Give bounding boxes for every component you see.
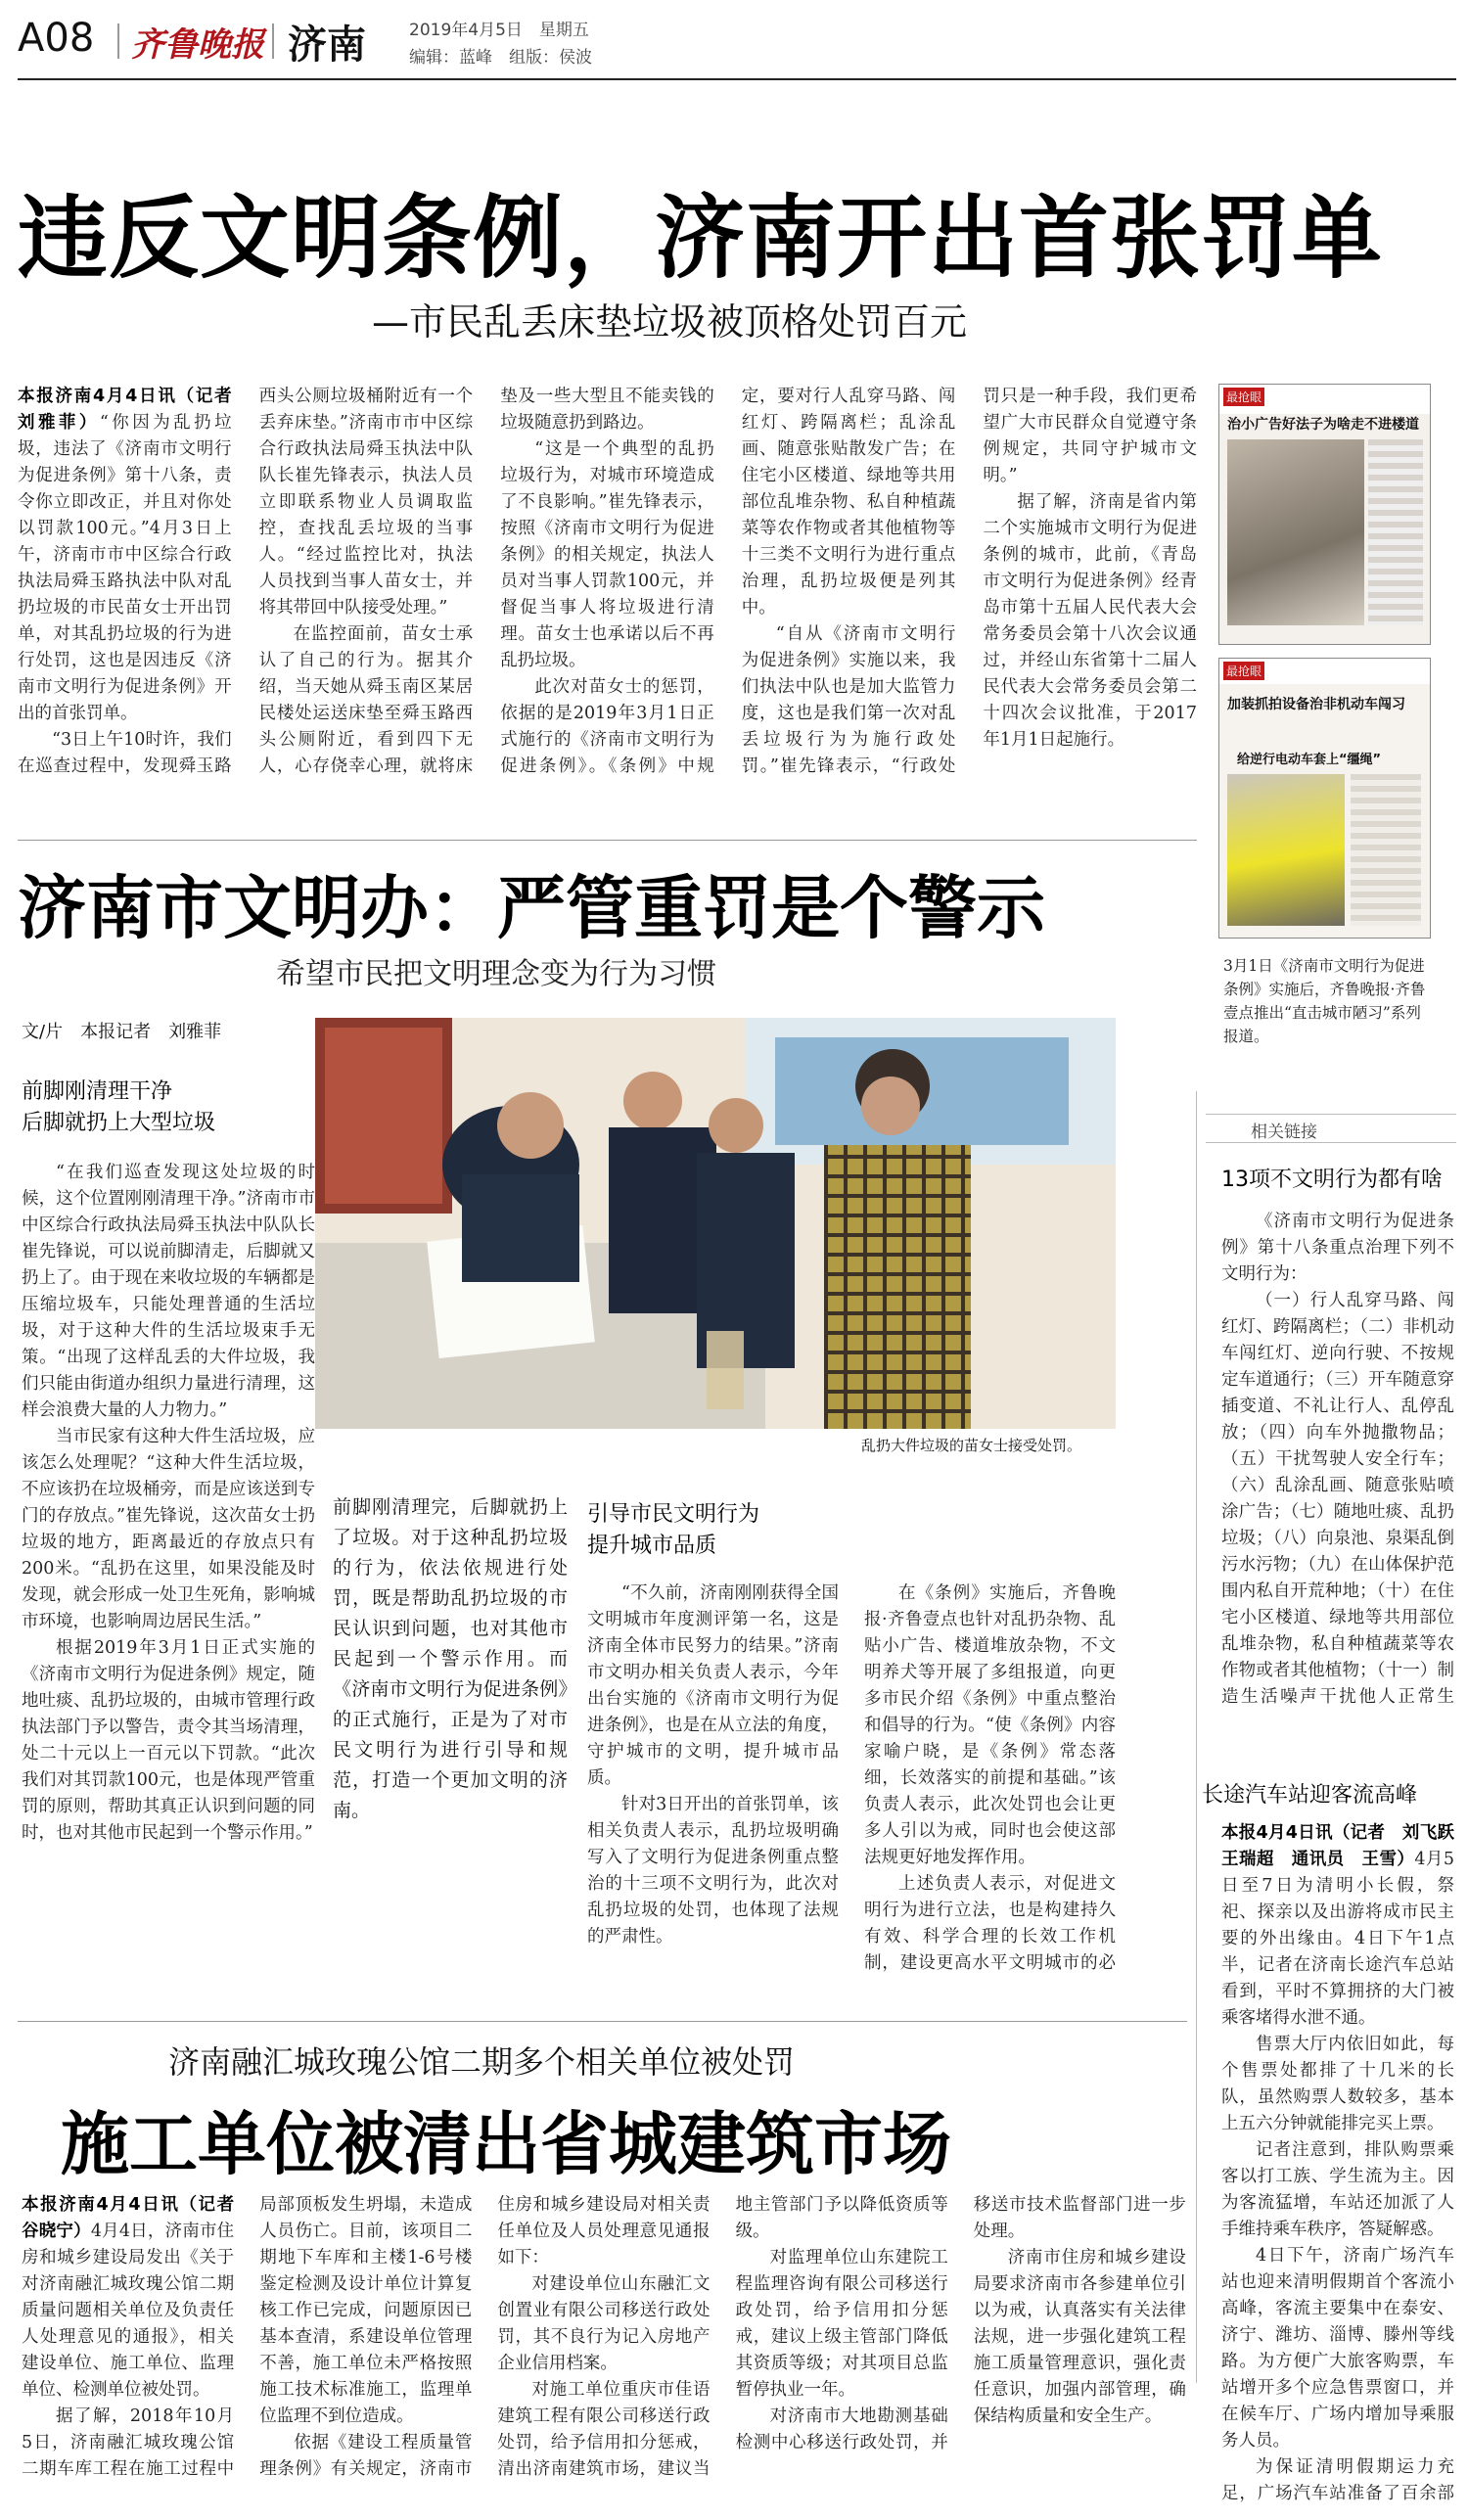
story3-body [22, 2192, 1186, 2515]
clip-image-1 [1218, 384, 1431, 645]
clip-photo [1227, 774, 1345, 926]
masthead [18, 12, 1456, 72]
story3-paragraph: 对施工单位重庆市佳语建筑工程有限公司移送行政处罚，给予信用扣分惩戒，清出济南建筑市场，建议当地主管部门予以降低资质等级。 [497, 2195, 948, 2479]
story1-paragraph: 据了解，济南是省内第二个实施城市文明行为促进条例的城市，此前，《青岛市文明行为促进条例》经青岛市第十五届人民代表大会常务委员会第十八次会议通过，并经山东省第十二届人民代表大会常务委员会第二十四次会议批准，于2017年1月1日起施行。 [983, 492, 1197, 750]
bus-headline: 长途汽车站迎客流高峰 [1202, 1783, 1418, 1808]
clip-tag: 最抢眼 [1223, 662, 1264, 680]
story3-lead: 本报济南4月4日讯（记者 谷晓宁） [22, 2195, 252, 2241]
story1-paragraph: 在监控面前，苗女士承认了自己的行为。据其介绍，当天她从舜玉南区某居民楼处运送床垫至舜玉路西头公厕附近，看到四下无人，心存侥幸心理，就将床垫及一些大型且不能卖钱的垃圾随意扔到路边。 [258, 387, 714, 776]
section2-title [587, 1499, 842, 1562]
story3-headline: 施工单位被清出省城建筑市场 [61, 2104, 951, 2184]
bus-paragraph: 记者注意到，排队购票乘客以打工族、学生流为主。因为客流猛增，车站还加派了人手维持乘车秩序，答疑解惑。 [1221, 2140, 1454, 2239]
clip-image-2 [1218, 658, 1431, 939]
story2-paragraph: “不久前，济南刚刚获得全国文明城市年度测评第一名，这是济南全体市民努力的结果。”济南市文明办相关负责人表示，今年出台实施的《济南市文明行为促进条例》，也是在从立法的角度，守护城市的文明，提升城市品质。 [587, 1583, 839, 1788]
story2-top-rule [18, 840, 1197, 841]
story3-paragraph: 对监理单位山东建院工程监理咨询有限公司移送行政处罚，给予信用扣分惩戒，建议上级主管部门降低其资质等级；对其项目总监暂停执业一年。 [735, 2248, 948, 2400]
story2-headline: 济南市文明办：严管重罚是个警示 [18, 868, 1045, 948]
clip-photo [1227, 439, 1364, 625]
related-label-box [1206, 1114, 1456, 1143]
photo-illustration [315, 1018, 1116, 1429]
story1-paragraph: “这是一个典型的乱扔垃圾行为，对城市环境造成了不良影响。”崔先锋表示，按照《济南市文明行为促进条例》的相关规定，执法人员对当事人罚款100元，并督促当事人将垃圾进行清理。苗女士也承诺以后不再乱扔垃圾。 [500, 439, 714, 670]
news-photo [315, 1018, 1116, 1429]
section-title-line: 前脚刚清理干净 [22, 1079, 173, 1104]
section-title-line: 提升城市品质 [587, 1534, 717, 1558]
related-label: 相关链接 [1251, 1123, 1317, 1142]
clip-caption: 3月1日《济南市文明行为促进条例》实施后，齐鲁晚报·齐鲁壹点推出“直击城市陋习”系列报道。 [1223, 957, 1426, 1045]
story3-paragraph: 对建设单位山东融汇文创置业有限公司移送行政处罚，其不良行为记入房地产企业信用档案。 [497, 2274, 711, 2373]
related-intro: 《济南市文明行为促进条例》第十八条重点治理下列不文明行为： [1221, 1212, 1454, 1284]
sidebar-divider [1196, 1091, 1197, 2383]
story1-paragraph: 此次对苗女士的惩罚，依据的是2019年3月1日正式施行的《济南市文明行为促进条例》。《条例》中规定，要对行人乱穿马路、闯红灯、跨隔离栏；乱涂乱画、随意张贴散发广告；在住宅小区楼道、绿地等共用部位乱堆杂物、私自种植蔬菜等农作物或者其他植物等十三类不文明行为进行重点治理，乱扔垃圾便是列其中。 [500, 387, 956, 776]
story1-lead: 本报济南4月4日讯（记者 刘雅菲） [18, 387, 250, 433]
story2-byline: 文/片 本报记者 刘雅菲 [22, 1022, 222, 1042]
story1-paragraph: “3日上午10时许，我们在巡查过程中，发现舜玉路西头公厕垃圾桶附近有一个丢弃床垫。”济南市市中区综合行政执法局舜玉执法中队队长崔先锋表示，执法人员立即联系物业人员调取监控，查找乱丢垃圾的当事人。“经过监控比对，执法人员找到当事人苗女士，并将其带回中队接受处理。” [18, 387, 474, 776]
story1-paragraph: “自从《济南市文明行为促进条例》实施以来，我们执法中队也是加大监管力度，这也是我们第一次对乱丢垃圾行为为施行政处罚。”崔先锋表示，“行政处罚只是一种手段，我们更希望广大市民群众自觉遵守条例规定，共同守护城市文明。” [741, 387, 1197, 776]
bus-body [1221, 1820, 1454, 2505]
story2-section2-body [587, 1581, 1116, 1996]
story2-paragraph: 当市民家有这种大件生活垃圾，应该怎么处理呢？“这种大件生活垃圾，不应该扔在垃圾桶旁，而是应该送到专门的存放点。”崔先锋说，这次苗女士扔垃圾的地方，距离最近的存放点只有200米。“乱扔在这里，如果没能及时发现，就会形成一处卫生死角，影响城市环境，也影响周边居民生活。” [22, 1427, 315, 1631]
pullquote: 前脚刚清理完，后脚就扔上了垃圾。对于这种乱扔垃圾的行为，依法依规进行处罚，既是帮助乱扔垃圾的市民认识到问题，也对其他市民起到一个警示作用。而《济南市文明行为促进条例》的正式施行，正是为了对市民文明行为进行引导和规范，打造一个更加文明的济南。 [333, 1496, 568, 1821]
story2-paragraph: 针对3日开出的首张罚单，该相关负责人表示，乱扔垃圾明确写入了文明行为促进条例重点整治的十三项不文明行为，此次对乱扔垃圾的处罚，也体现了法规的严肃性。 [587, 1795, 839, 1947]
bus-lead: 本报4月4日讯（记者 刘飞跃 王瑞超 通讯员 王雪） [1221, 1823, 1454, 1869]
section-title-line: 后脚就扔上大型垃圾 [22, 1111, 216, 1135]
story3-paragraph: 依据《建设工程质量管理条例》有关规定，济南市住房和城乡建设局对相关责任单位及人员处理意见通报如下： [259, 2195, 711, 2479]
clip-subheadline: 给逆行电动车套上“缰绳” [1237, 753, 1382, 767]
story2-subhead: 希望市民把文明理念变为行为习惯 [276, 957, 716, 991]
bus-paragraph: 4日下午，济南广场汽车站也迎来清明假期首个客流小高峰，客流主要集中在泰安、济宁、潍坊、淄博、滕州等线路。为方便广大旅客购票，车站增开多个应急售票窗口，并在候车厅、广场内增加导乘服务人员。 [1221, 2246, 1454, 2451]
story2-paragraph: 根据2019年3月1日正式实施的《济南市文明行为促进条例》规定，随地吐痰、乱扔垃圾的，由城市管理行政执法部门予以警告，责令其当场清理，处二十元以上一百元以下罚款。“此次我们对其罚款100元，也是体现严管重罚的原则，帮助其真正认识到问题的同时，也对其他市民起到一个警示作用。” [22, 1638, 315, 1843]
story2-section1-body [22, 1160, 315, 1952]
bus-paragraph: 售票大厅内依旧如此，每个售票处都排了十几米的长队，虽然购票人数较多，基本上五六分钟就能排完买上票。 [1221, 2035, 1454, 2133]
story2-paragraph: 上述负责人表示，对促进文明行为进行立法，也是构建持久有效、科学合理的长效工作机制，建设更高水平文明城市的必 [864, 1874, 1116, 1973]
clip-headline: 治小广告好法子为啥走不进楼道 [1227, 417, 1419, 433]
related-items: （一）行人乱穿马路、闯红灯、跨隔离栏；（二）非机动车闯红灯、逆向行驶、不按规定车道通行；（三）开车随意穿插变道、不礼让行人、乱停乱放；（四）向车外抛撒物品；（五）干扰驾驶人安全行车；（六）乱涂乱画、随意张贴喷涂广告；（七）随地吐痰、乱扔垃圾；（八）向泉池、泉渠乱倒污水污物；（九）在山体保护范围内私自开荒种地；（十）在住宅小区楼道、绿地等共用部位乱堆杂物，私自种植蔬菜等农作物或者其他植物；（十一）制造生活噪声干扰他人正常生 [1221, 1291, 1454, 1707]
related-headline: 13项不文明行为都有啥 [1221, 1168, 1443, 1192]
editor-line: 编辑：蓝峰 组版：侯波 [409, 48, 592, 68]
story3-paragraph: 对济南市大地勘测基础检测中心移送行政处罚，并移送市技术监督部门进一步处理。 [735, 2195, 1186, 2452]
story1-paragraph: “你因为乱扔垃圾，违法了《济南市文明行为促进条例》第十八条，责令你立即改正，并且对你处以罚款100元。”4月3日上午，济南市市中区综合行政执法局舜玉路执法中队对乱扔垃圾的市民苗女士开出罚单，对其乱扔垃圾的行为进行处罚，这也是因违反《济南市文明行为促进条例》开出的首张罚单。 [18, 413, 232, 723]
bus-paragraph: 为保证清明假期运力充足，广场汽车站准备了百余部 [1221, 2457, 1454, 2503]
separator [272, 23, 274, 59]
section1-title [22, 1077, 315, 1139]
story1-headline: 违反文明条例，济南开出首张罚单 [18, 186, 1384, 291]
related-body [1221, 1209, 1454, 1713]
bus-paragraph: 4月5日至7日为清明小长假，祭祀、探亲以及出游将成市民主要的外出缘由。4日下午1点半，记者在济南长途汽车总站看到，平时不算拥挤的大门被乘客堵得水泄不通。 [1221, 1850, 1454, 2028]
date-line: 2019年4月5日 星期五 [409, 21, 589, 40]
clip-tag: 最抢眼 [1223, 388, 1264, 406]
story3-paragraph: 济南市住房和城乡建设局要求济南市各参建单位引以为戒，认真落实有关法律法规，进一步强化建筑工程施工质量管理意识，强化责任意识，加强内部管理，确保结构质量和安全生产。 [973, 2248, 1186, 2426]
clip-headline: 加装抓拍设备治非机动车闯习 [1227, 697, 1405, 712]
newspaper-logo: 齐鲁晚报 [131, 25, 264, 65]
story1-body [18, 384, 1197, 814]
clip-photo [1368, 439, 1423, 625]
story2-paragraph: 在《条例》实施后，齐鲁晚报·齐鲁壹点也针对乱扔杂物、乱贴小广告、楼道堆放杂物，不文明养犬等开展了多组报道，向更多市民介绍《条例》中重点整治和倡导的行为。“使《条例》内容家喻户晓，是《条例》常态落细，长效落实的前提和基础。”该负责人表示，此次处罚也会让更多人引以为戒，同时也会使这部法规更好地发挥作用。 [864, 1583, 1116, 1867]
page-number: A08 [18, 16, 95, 61]
separator [117, 23, 119, 59]
clip-photo [1351, 774, 1421, 926]
story1-subhead: —市民乱丢床垫垃圾被顶格处罚百元 [372, 300, 968, 344]
section-title-line: 引导市民文明行为 [587, 1502, 760, 1527]
story3-top-rule [18, 2021, 1187, 2022]
story3-paragraph: 据了解，2018年10月5日，济南融汇城玫瑰公馆二期车库工程在施工过程中局部顶板发生坍塌，未造成人员伤亡。目前，该项目二期地下车库和主楼1-6号楼鉴定检测及设计单位计算复核工作已完成，问题原因已基本查清，系建设单位管理不善，施工单位未严格按照施工技术标准施工，监理单位监理不到位造成。 [22, 2195, 473, 2479]
header-rule [18, 78, 1456, 80]
story2-paragraph: “在我们巡查发现这处垃圾的时候，这个位置刚刚清理干净。”济南市市中区综合行政执法局舜玉执法中队队长崔先锋说，可以说前脚清走，后脚就又扔上了。由于现在来收垃圾的车辆都是压缩垃圾车，只能处理普通的生活垃圾，对于这种大件的生活垃圾束手无策。“出现了这样乱丢的大件垃圾，我们只能由街道办组织力量进行清理，这样会浪费大量的人力物力。” [22, 1163, 315, 1420]
section-name: 济南 [288, 23, 366, 68]
photo-caption: 乱扔大件垃圾的苗女士接受处罚。 [861, 1437, 1082, 1454]
story3-kicker: 济南融汇城玫瑰公馆二期多个相关单位被处罚 [168, 2043, 796, 2081]
story3-paragraph: 4月4日，济南市住房和城乡建设局发出《关于对济南融汇城玫瑰公馆二期质量问题相关单位及负责任人处理意见的通报》，相关建设单位、施工单位、监理单位、检测单位被处罚。 [22, 2222, 235, 2400]
